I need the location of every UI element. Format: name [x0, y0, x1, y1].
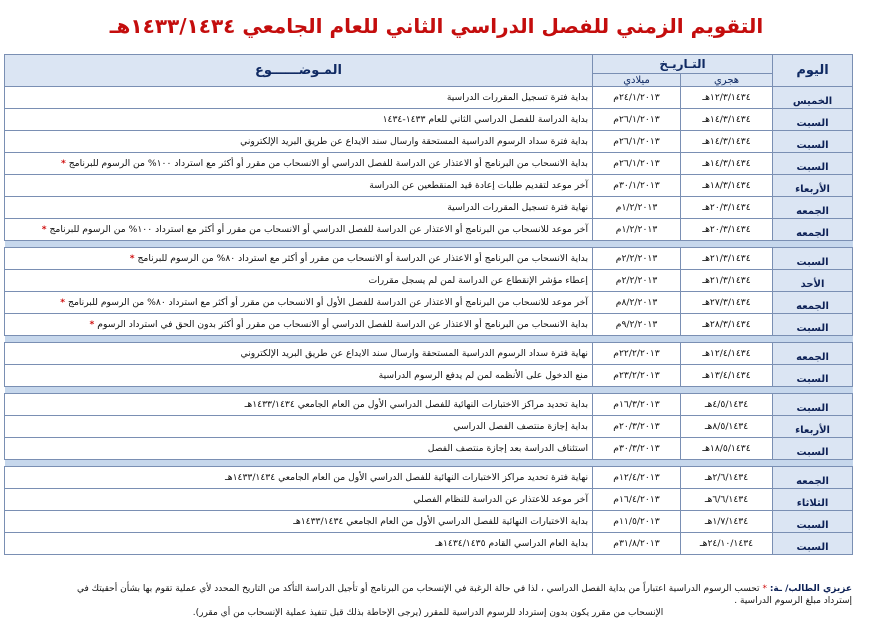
section-separator — [5, 336, 853, 343]
table-row — [5, 467, 853, 489]
subject-cell — [5, 248, 593, 270]
table-row — [5, 153, 853, 175]
day-cell: الجمعه — [773, 343, 853, 365]
gregorian-date-cell: ١١/٥/٢٠١٣م — [593, 511, 681, 533]
day-cell: الخميس — [773, 87, 853, 109]
hijri-date-cell: ٢/٦/١٤٣٤هـ — [681, 467, 773, 489]
gregorian-date-cell: ١٦/٣/٢٠١٣م — [593, 394, 681, 416]
hijri-date-cell: ١٤/٣/١٤٣٤هـ — [681, 109, 773, 131]
subject-cell — [5, 292, 593, 314]
hijri-date-cell: ١٨/٣/١٤٣٤هـ — [681, 175, 773, 197]
hijri-date-cell: ٤/٥/١٤٣٤هـ — [681, 394, 773, 416]
footer-lead: عزيزي الطالب/ ـة: — [769, 584, 852, 594]
day-cell: السبت — [773, 511, 853, 533]
hijri-date-cell: ٢٧/٣/١٤٣٤هـ — [681, 292, 773, 314]
table-row — [5, 533, 853, 555]
table-row — [5, 416, 853, 438]
subject-text: استئناف الدراسة بعد إجازة منتصف الفصل — [427, 443, 588, 454]
subject-text: بداية تحديد مراكز الاختبارات النهائية للفصل الدراسي الأول من العام الجامعي ١٤٣٣/١٤٣٤هـ — [244, 399, 588, 410]
subject-text: بداية فترة تسجيل المقررات الدراسية — [446, 92, 588, 103]
section-separator — [5, 241, 853, 248]
table-row — [5, 248, 853, 270]
subject-text: بداية الانسحاب من البرنامج أو الاعتذار عن الدراسة للفصل الدراسي أو الانسحاب من مقرر أو أكثر بدون الحق في استرداد الرسوم — [97, 319, 588, 330]
asterisk-mark: * — [61, 158, 66, 169]
gregorian-date-cell: ٣٠/٣/٢٠١٣م — [593, 438, 681, 460]
hijri-date-cell: ٢١/٣/١٤٣٤هـ — [681, 248, 773, 270]
hijri-date-cell: ٢٨/٣/١٤٣٤هـ — [681, 314, 773, 336]
gregorian-date-cell: ٢٠/٣/٢٠١٣م — [593, 416, 681, 438]
header-subject: المـوضــــــوع — [5, 55, 593, 87]
separator-cell — [5, 336, 853, 343]
gregorian-date-cell: ٢/٢/٢٠١٣م — [593, 270, 681, 292]
table-row — [5, 175, 853, 197]
table-row — [5, 314, 853, 336]
footer-note — [4, 583, 852, 619]
header-day: اليوم — [773, 55, 853, 87]
hijri-date-cell: ١٤/٣/١٤٣٤هـ — [681, 153, 773, 175]
day-cell: السبت — [773, 394, 853, 416]
gregorian-date-cell: ١/٢/٢٠١٣م — [593, 197, 681, 219]
day-cell: الجمعه — [773, 292, 853, 314]
header-gregorian: ميلادي — [593, 74, 681, 87]
gregorian-date-cell: ٢٦/١/٢٠١٣م — [593, 131, 681, 153]
subject-cell — [5, 394, 593, 416]
subject-text: نهاية فترة تحديد مراكز الاختبارات النهائية للفصل الدراسي الأول من العام الجامعي ١٤٣٣/١٤٣٤هـ — [225, 472, 588, 483]
footer-line3: الإنسحاب من مقرر يكون بدون إسترداد للرسوم الدراسية للمقرر (يرجى الإحاطة بذلك قبل تنفيذ عملية الإنسحاب من أي مقرر). — [192, 608, 664, 618]
table-row — [5, 438, 853, 460]
table-row — [5, 131, 853, 153]
gregorian-date-cell: ٢٦/١/٢٠١٣م — [593, 109, 681, 131]
gregorian-date-cell: ١٢/٤/٢٠١٣م — [593, 467, 681, 489]
footer-line1: تحسب الرسوم الدراسية اعتباراً من بداية الفصل الدراسي ، لذا في حالة الرغبة في الإنسحاب من البرنامج أو تأجيل الدراسة التأكد من التاريخ المحدد لأي عملية تقوم بها بشأن أحقيتك في — [76, 584, 760, 594]
section-separator — [5, 387, 853, 394]
asterisk-mark: * — [89, 319, 95, 330]
table-row — [5, 219, 853, 241]
subject-text: بداية الاختبارات النهائية للفصل الدراسي الأول من العام الجامعي ١٤٣٣/١٤٣٤هـ — [293, 516, 588, 527]
hijri-date-cell: ٢٤/١٠/١٤٣٤هـ — [681, 533, 773, 555]
gregorian-date-cell: ٢٦/١/٢٠١٣م — [593, 153, 681, 175]
subject-cell — [5, 416, 593, 438]
hijri-date-cell: ٢١/٣/١٤٣٤هـ — [681, 270, 773, 292]
footer-star: * — [762, 584, 767, 594]
day-cell: الجمعه — [773, 197, 853, 219]
subject-text: نهاية فترة سداد الرسوم الدراسية المستحقة وارسال سند الايداع عن طريق البريد الإلكتروني — [240, 348, 588, 359]
hijri-date-cell: ١٣/٤/١٤٣٤هـ — [681, 365, 773, 387]
table-row — [5, 87, 853, 109]
separator-cell — [5, 241, 853, 248]
subject-cell — [5, 489, 593, 511]
subject-text: آخر موعد لتقديم طلبات إعادة قيد المنقطعين عن الدراسة — [369, 180, 588, 191]
subject-cell — [5, 197, 593, 219]
subject-cell — [5, 365, 593, 387]
subject-cell — [5, 87, 593, 109]
subject-cell — [5, 533, 593, 555]
subject-cell — [5, 153, 593, 175]
subject-text: بداية الدراسة للفصل الدراسي الثاني للعام ١٤٣٣-١٤٣٤ — [382, 114, 588, 125]
day-cell: الأحد — [773, 270, 853, 292]
gregorian-date-cell: ٨/٢/٢٠١٣م — [593, 292, 681, 314]
asterisk-mark: * — [60, 297, 66, 308]
subject-text: بداية الانسحاب من البرنامج أو الاعتذار عن الدراسة للفصل الدراسي أو الانسحاب من مقرر أو أكثر مع استرداد ١٠٠% من الرسوم للبرنامج — [68, 158, 588, 169]
day-cell: الأربعاء — [773, 175, 853, 197]
subject-cell — [5, 314, 593, 336]
subject-text: بداية فترة سداد الرسوم الدراسية المستحقة وارسال سند الايداع عن طريق البريد الإلكتروني — [240, 136, 588, 147]
gregorian-date-cell: ١٦/٤/٢٠١٣م — [593, 489, 681, 511]
subject-cell — [5, 109, 593, 131]
gregorian-date-cell: ٢٣/٢/٢٠١٣م — [593, 365, 681, 387]
subject-cell — [5, 438, 593, 460]
day-cell: الأربعاء — [773, 416, 853, 438]
hijri-date-cell: ١٤/٣/١٤٣٤هـ — [681, 131, 773, 153]
hijri-date-cell: ١٨/٥/١٤٣٤هـ — [681, 438, 773, 460]
subject-text: بداية العام الدراسي القادم ١٤٣٤/١٤٣٥هـ — [435, 538, 588, 549]
subject-text: بداية الانسحاب من البرنامج أو الاعتذار عن الدراسة أو الانسحاب من مقرر أو أكثر مع استرداد ٨٠% من الرسوم للبرنامج — [137, 253, 588, 264]
gregorian-date-cell: ٢٤/١/٢٠١٣م — [593, 87, 681, 109]
subject-cell — [5, 131, 593, 153]
gregorian-date-cell: ٢/٢/٢٠١٣م — [593, 248, 681, 270]
asterisk-mark: * — [41, 224, 47, 235]
header-hijri: هجري — [681, 74, 773, 87]
table-row — [5, 343, 853, 365]
gregorian-date-cell: ٩/٢/٢٠١٣م — [593, 314, 681, 336]
subject-cell — [5, 467, 593, 489]
separator-cell — [5, 460, 853, 467]
calendar-body — [5, 87, 853, 555]
gregorian-date-cell: ١/٢/٢٠١٣م — [593, 219, 681, 241]
table-row — [5, 109, 853, 131]
day-cell: السبت — [773, 153, 853, 175]
subject-cell — [5, 511, 593, 533]
table-row — [5, 511, 853, 533]
gregorian-date-cell: ٢٢/٢/٢٠١٣م — [593, 343, 681, 365]
hijri-date-cell: ٢٠/٣/١٤٣٤هـ — [681, 197, 773, 219]
footer-line2: إسترداد مبلغ الرسوم الدراسية . — [734, 596, 852, 606]
subject-cell — [5, 175, 593, 197]
gregorian-date-cell: ٣١/٨/٢٠١٣م — [593, 533, 681, 555]
day-cell: الجمعه — [773, 467, 853, 489]
subject-text: آخر موعد للانسحاب من البرنامج أو الاعتذار عن الدراسة للفصل الأول أو الانسحاب من مقرر أو أكثر مع استرداد ٨٠% من الرسوم للبرنامج — [68, 297, 588, 308]
table-row — [5, 270, 853, 292]
calendar-table — [4, 54, 853, 555]
day-cell: السبت — [773, 131, 853, 153]
hijri-date-cell: ٦/٦/١٤٣٤هـ — [681, 489, 773, 511]
subject-text: آخر موعد للاعتذار عن الدراسة للنظام الفصلي — [413, 494, 588, 505]
subject-text: نهاية فترة تسجيل المقررات الدراسية — [447, 202, 588, 213]
subject-text: منع الدخول على الأنظمه لمن لم يدفع الرسوم الدراسية — [378, 370, 588, 381]
separator-cell — [5, 387, 853, 394]
page-title: التقويم الزمني للفصل الدراسي الثاني للعام الجامعي ١٤٣٣/١٤٣٤هـ — [109, 14, 764, 38]
subject-cell — [5, 270, 593, 292]
subject-cell — [5, 343, 593, 365]
table-row — [5, 197, 853, 219]
table-row — [5, 365, 853, 387]
day-cell: الجمعه — [773, 219, 853, 241]
subject-text: إعطاء مؤشر الإنقطاع عن الدراسة لمن لم يسجل مقررات — [368, 275, 588, 286]
hijri-date-cell: ٢٠/٣/١٤٣٤هـ — [681, 219, 773, 241]
subject-text: آخر موعد للانسحاب من البرنامج أو الاعتذار عن الدراسة للفصل الدراسي أو الانسحاب من مقرر أو أكثر مع استرداد ١٠٠% من الرسوم للبرنامج — [49, 224, 588, 235]
day-cell: السبت — [773, 248, 853, 270]
subject-text: بداية إجازة منتصف الفصل الدراسي — [453, 421, 588, 432]
gregorian-date-cell: ٣٠/١/٢٠١٣م — [593, 175, 681, 197]
day-cell: السبت — [773, 314, 853, 336]
table-row — [5, 394, 853, 416]
section-separator — [5, 460, 853, 467]
hijri-date-cell: ١٢/٣/١٤٣٤هـ — [681, 87, 773, 109]
day-cell: الثلاثاء — [773, 489, 853, 511]
table-row — [5, 489, 853, 511]
hijri-date-cell: ٨/٥/١٤٣٤هـ — [681, 416, 773, 438]
table-row — [5, 292, 853, 314]
asterisk-mark: * — [129, 253, 135, 264]
hijri-date-cell: ١٢/٤/١٤٣٤هـ — [681, 343, 773, 365]
hijri-date-cell: ١/٧/١٤٣٤هـ — [681, 511, 773, 533]
day-cell: السبت — [773, 438, 853, 460]
day-cell: السبت — [773, 365, 853, 387]
day-cell: السبت — [773, 109, 853, 131]
subject-cell — [5, 219, 593, 241]
header-dates: التـاريـخ — [593, 55, 773, 74]
day-cell: السبت — [773, 533, 853, 555]
